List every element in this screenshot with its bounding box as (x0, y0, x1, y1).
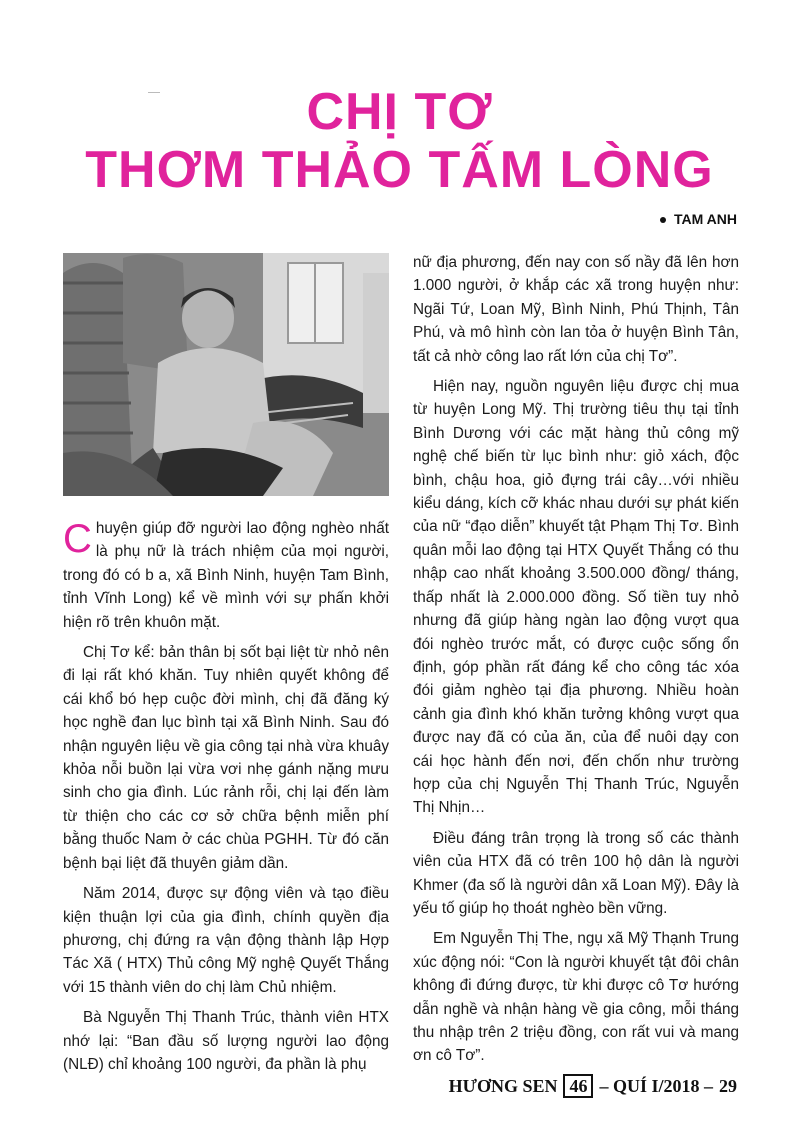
paragraph: Điều đáng trân trọng là trong số các thành viên của HTX đã có trên 100 hộ dân là người Khmer (đa số là người dân xã Loan Mỹ). Đây là yếu tố giúp họ thoát nghèo bền vững. (413, 829, 739, 917)
paragraph: nữ địa phương, đến nay con số nầy đã lên hơn 1.000 người, ở khắp các xã trong huyện như: Ngãi Tứ, Loan Mỹ, Bình Ninh, Phú Thịnh, Tân Phú, và mô hình còn lan tỏa ở huyện Bình Tân, tất cả nhờ công lao rất lớn của chị Tơ”. (413, 254, 739, 365)
bullet-icon (660, 217, 666, 223)
woman-weaving-photo (63, 253, 389, 496)
article-photo (63, 253, 389, 496)
issue-quarter: – QUÍ I/2018 – (599, 1075, 713, 1096)
magazine-name: HƯƠNG SEN (448, 1075, 558, 1096)
dropcap: C (63, 517, 92, 561)
article-title-line1: CHỊ TƠ (306, 83, 493, 141)
paragraph: Năm 2014, được sự động viên và tạo điều kiện thuận lợi của gia đình, chính quyền địa phương, chị đứng ra vận động thành lập Hợp Tác Xã ( HTX) Thủ công Mỹ nghệ Quyết Thắng với 15 thành viên do chị làm Chủ nhiệm. (63, 885, 389, 996)
paragraph: Em Nguyễn Thị The, ngụ xã Mỹ Thạnh Trung xúc động nói: “Con là người khuyết tật đôi chân không đi đứng được, từ khi được cô Tơ hướng dẫn nghề và nhận hàng về gia công, mỗi tháng thu nhập trên 2 triệu đồng, con rất vui và mang ơn cô Tơ”. (413, 930, 739, 1065)
paragraph: Hiện nay, nguồn nguyên liệu được chị mua từ huyện Long Mỹ. Thị trường tiêu thụ tại tỉnh Bình Dương với các mặt hàng thủ công mỹ nghệ chế biến từ lục bình như: giỏ xách, độc bình, chậu hoa, giỏ đựng trái cây…với nhiều kiểu dáng, kích cỡ khác nhau dưới sự phát kiến của nữ “đạo diễn” khuyết tật Phạm Thị Tơ. Bình quân mỗi lao động tại HTX Quyết Thắng có thu nhập cao nhất khoảng 3.500.000 đồng/ tháng, thấp nhất là 2.000.000 đồng. Số tiền tuy nhỏ nhưng đã giúp hàng ngàn lao động vượt qua đói nghèo trước mắt, có được cuộc sống ổn định, góp phần rất đáng kể cho công tác xóa đói giảm nghèo tại địa phương. Nhiều hoàn cảnh gia đình khó khăn tưởng không vượt qua được nay đã có của ăn, của để nuôi dạy con cái học hành đến nơi, đến chốn như trường hợp của chị Nguyễn Thị Thanh Trúc, Nguyễn Thị Nhịn… (413, 378, 739, 817)
paragraph (63, 517, 389, 634)
left-column (63, 517, 389, 1083)
paragraph: Bà Nguyễn Thị Thanh Trúc, thành viên HTX nhớ lại: “Ban đầu số lượng người lao động (NLĐ) chỉ khoảng 100 người, đa phần là phụ (63, 1009, 389, 1073)
issue-number: 46 (563, 1074, 593, 1098)
right-column (413, 251, 739, 1075)
page-footer (449, 1074, 737, 1098)
page-number: 29 (719, 1075, 737, 1096)
article-title-line2: THƠM THẢO TẤM LÒNG (85, 141, 714, 199)
byline (660, 211, 737, 227)
paragraph-text: huyện giúp đỡ người lao động nghèo nhất là phụ nữ là trách nhiệm của mọi người, trong đó có b a, xã Bình Ninh, huyện Tam Bình, tỉnh Vĩnh Long) kể về mình với sự phấn khởi hiện rõ trên khuôn mặt. (63, 520, 389, 631)
author-name: TAM ANH (674, 211, 737, 227)
paragraph: Chị Tơ kể: bản thân bị sốt bại liệt từ nhỏ nên đi lại rất khó khăn. Tuy nhiên quyết không để cái khổ bó hẹp cuộc đời mình, chị đã đăng ký học nghề đan lục bình tại xã Bình Ninh. Sau đó nhận nguyên liệu về gia công tại nhà vừa khuây khỏa nỗi buồn lại vừa vơi nhẹ gánh nặng mưu sinh cho gia đình. Lúc rảnh rỗi, chị lại đến làm từ thiện cho các cơ sở chữa bệnh miễn phí bằng thuốc Nam ở các chùa PGHH. Từ đó căn bệnh bại liệt đã thuyên giảm dần. (63, 644, 389, 872)
